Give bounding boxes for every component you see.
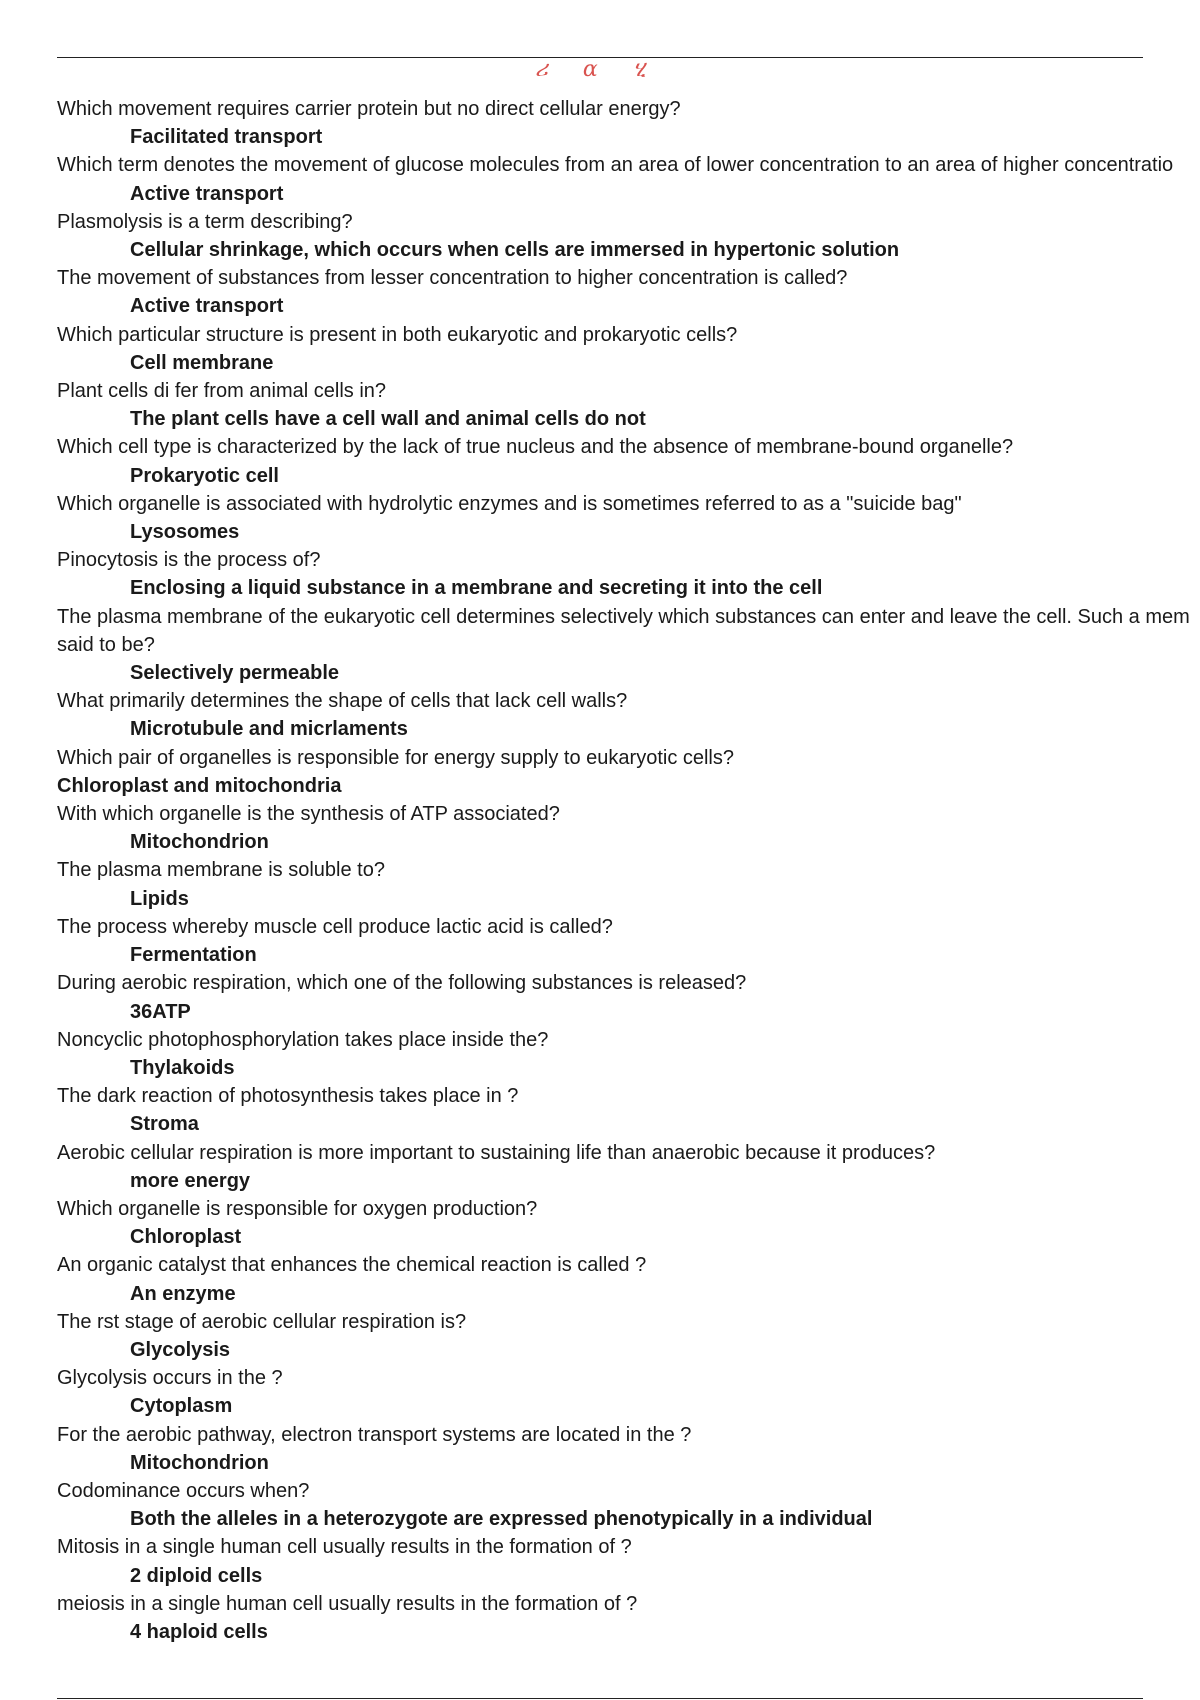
question-15: The process whereby muscle cell produce lactic acid is called? — [57, 915, 613, 938]
answer-6: The plant cells have a cell wall and animal cells do not — [130, 408, 646, 431]
question-14: The plasma membrane is soluble to? — [57, 859, 385, 882]
answer-1: Facilitated transport — [130, 126, 323, 149]
question-21: An organic catalyst that enhances the chemical reaction is called ? — [57, 1254, 647, 1277]
question-17: Noncyclic photophosphorylation takes place inside the? — [57, 1028, 549, 1051]
answer-8: Lysosomes — [130, 521, 240, 544]
question-24: For the aerobic pathway, electron transport systems are located in the ? — [57, 1423, 692, 1446]
question-5: Which particular structure is present in both eukaryotic and prokaryotic cells? — [57, 323, 738, 346]
answer-16: 36ATP — [130, 1000, 191, 1023]
question-27: meiosis in a single human cell usually results in the formation of ? — [57, 1592, 638, 1615]
question-6: Plant cells di fer from animal cells in? — [57, 380, 387, 403]
question-answer-list — [57, 95, 1200, 1646]
answer-12: Chloroplast and mitochondria — [57, 774, 342, 797]
question-11: What primarily determines the shape of cells that lack cell walls? — [57, 690, 628, 713]
answer-5: Cell membrane — [130, 351, 274, 374]
question-26: Mitosis in a single human cell usually results in the formation of ? — [57, 1536, 632, 1559]
answer-14: Lipids — [130, 887, 189, 910]
question-7: Which cell type is characterized by the lack of true nucleus and the absence of membrane-bound organelle? — [57, 436, 1014, 459]
answer-20: Chloroplast — [130, 1226, 242, 1249]
handwritten-note: ሪ α ሂ — [535, 57, 660, 82]
answer-10: Selectively permeable — [130, 662, 340, 685]
answer-3: Cellular shrinkage, which occurs when cells are immersed in hypertonic solution — [130, 239, 900, 262]
question-8: Which organelle is associated with hydrolytic enzymes and is sometimes referred to as a "suicide bag" — [57, 492, 962, 515]
question-22: The rst stage of aerobic cellular respiration is? — [57, 1310, 467, 1333]
question-3: Plasmolysis is a term describing? — [57, 210, 353, 233]
question-2: Which term denotes the movement of glucose molecules from an area of lower concentration to an area of higher concentratio — [57, 154, 1174, 177]
answer-22: Glycolysis — [130, 1338, 231, 1361]
answer-18: Stroma — [130, 1113, 199, 1136]
question-4: The movement of substances from lesser concentration to higher concentration is called? — [57, 267, 848, 290]
answer-15: Fermentation — [130, 944, 257, 967]
question-20: Which organelle is responsible for oxygen production? — [57, 1197, 538, 1220]
bottom-rule — [57, 1698, 1143, 1699]
question-18: The dark reaction of photosynthesis takes place in ? — [57, 1085, 519, 1108]
answer-13: Mitochondrion — [130, 831, 269, 854]
answer-17: Thylakoids — [130, 1056, 235, 1079]
answer-4: Active transport — [130, 295, 284, 318]
answer-21: An enzyme — [130, 1282, 236, 1305]
question-10: The plasma membrane of the eukaryotic cell determines selectively which substances can enter and leave the cell. Such a mem said to be? — [57, 605, 1190, 656]
question-23: Glycolysis occurs in the ? — [57, 1367, 283, 1390]
answer-7: Prokaryotic cell — [130, 464, 279, 487]
answer-19: more energy — [130, 1169, 251, 1192]
question-13: With which organelle is the synthesis of ATP associated? — [57, 803, 560, 826]
answer-26: 2 diploid cells — [130, 1564, 263, 1587]
answer-27: 4 haploid cells — [130, 1620, 268, 1643]
question-25: Codominance occurs when? — [57, 1479, 310, 1502]
question-12: Which pair of organelles is responsible for energy supply to eukaryotic cells? — [57, 746, 735, 769]
answer-25: Both the alleles in a heterozygote are expressed phenotypically in a individual — [130, 1508, 873, 1531]
question-19: Aerobic cellular respiration is more important to sustaining life than anaerobic because it produces? — [57, 1141, 936, 1164]
answer-11: Microtubule and micrlaments — [130, 718, 408, 741]
answer-24: Mitochondrion — [130, 1451, 269, 1474]
answer-2: Active transport — [130, 182, 284, 205]
question-9: Pinocytosis is the process of? — [57, 549, 321, 572]
question-16: During aerobic respiration, which one of the following substances is released? — [57, 972, 747, 995]
question-1: Which movement requires carrier protein but no direct cellular energy? — [57, 98, 681, 120]
answer-23: Cytoplasm — [130, 1395, 233, 1418]
answer-9: Enclosing a liquid substance in a membrane and secreting it into the cell — [130, 577, 823, 600]
